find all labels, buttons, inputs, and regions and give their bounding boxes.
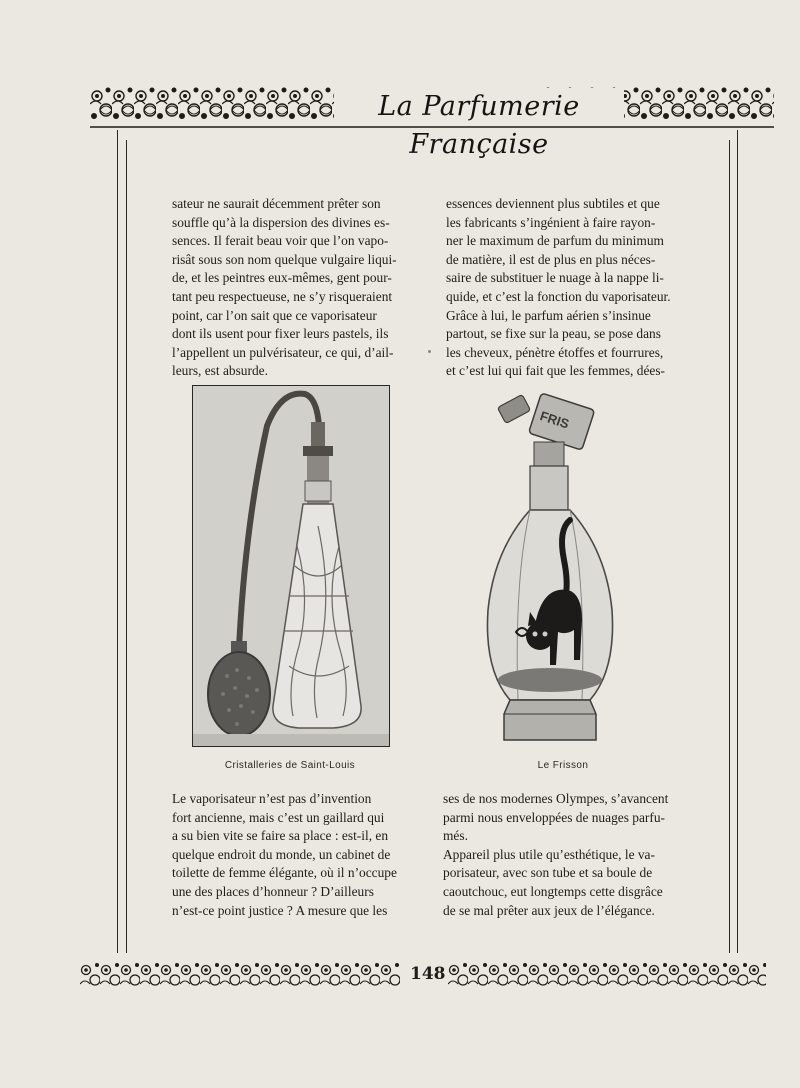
frame-rule-left-inner xyxy=(126,140,127,953)
header-ornament xyxy=(90,84,774,160)
frame-rule-right-outer xyxy=(737,130,738,953)
text-column-bottom-right: ses de nos modernes Olympes, s’avancent parmi nous enveloppées de nuages parfu- més. Appareil plus utile qu’esthétique, le va- porisateur, avec son tube et sa boule de caoutchouc, eut longtemps cette disgrâce de se mal prêter aux jeux de l’élégance. xyxy=(443,791,669,918)
text-column-top-left: sateur ne saurait décemment prêter son souffle qu’à la dispersion des divines es- sences. Il ferait beau voir que l’on vapo- risât sous son nom quelque vulgaire liqui- de, et les peintres eux-mêmes, gent pour- tant peu respectueuse, ne s’y risqueraient point, car l’on sait que ce vaporisateur dont ils usent pour fixer leurs pastels, ils l’appellent un pulvérisateur, ce qui, d’ail- leurs, est absurde. xyxy=(172,196,397,379)
column-divider-dot xyxy=(428,350,431,353)
frame-rule-left-outer xyxy=(117,130,118,953)
footer-ornament xyxy=(80,960,770,994)
caption-left: Cristalleries de Saint-Louis xyxy=(224,760,356,771)
floral-border-left-icon xyxy=(80,960,400,994)
floral-border-right-icon xyxy=(448,960,766,994)
page-number: 148 xyxy=(410,964,446,984)
caption-right: Le Frisson xyxy=(537,760,589,771)
atomizer-bottle-icon xyxy=(193,386,389,746)
photo-saint-louis-atomizer xyxy=(192,385,390,747)
masthead-title: La Parfumerie Française xyxy=(334,88,624,126)
svg-text:FRIS: FRIS xyxy=(538,408,572,432)
text-column-top-right: essences deviennent plus subtiles et que les fabricants s’ingénient à faire rayon- ner le maximum de parfum du minimum de matière, il est de plus en plus néces- saire de substituer le nuage à la nappe li- quide, et c’est la fonction du vaporisateur. Grâce à lui, le parfum aérien s’insinue partout, se fixe sur la peau, se pose dans les cheveux, pénètre étoffes et fourrures, et c’est lui qui fait que les femmes, dées- xyxy=(446,196,671,379)
cat-perfume-bottle-icon xyxy=(470,380,630,755)
text-column-bottom-left: Le vaporisateur n’est pas d’invention fort ancienne, mais c’est un gaillard qui a su bien vite se faire sa place : est-il, en quelque endroit du monde, un cabinet de toilette de femme élégante, où il n’occupe une des places d’honneur ? D’ailleurs n’est-ce point justice ? A mesure que les xyxy=(172,791,397,918)
frame-rule-right-inner xyxy=(729,140,730,953)
photo-le-frisson-bottle xyxy=(470,380,630,755)
